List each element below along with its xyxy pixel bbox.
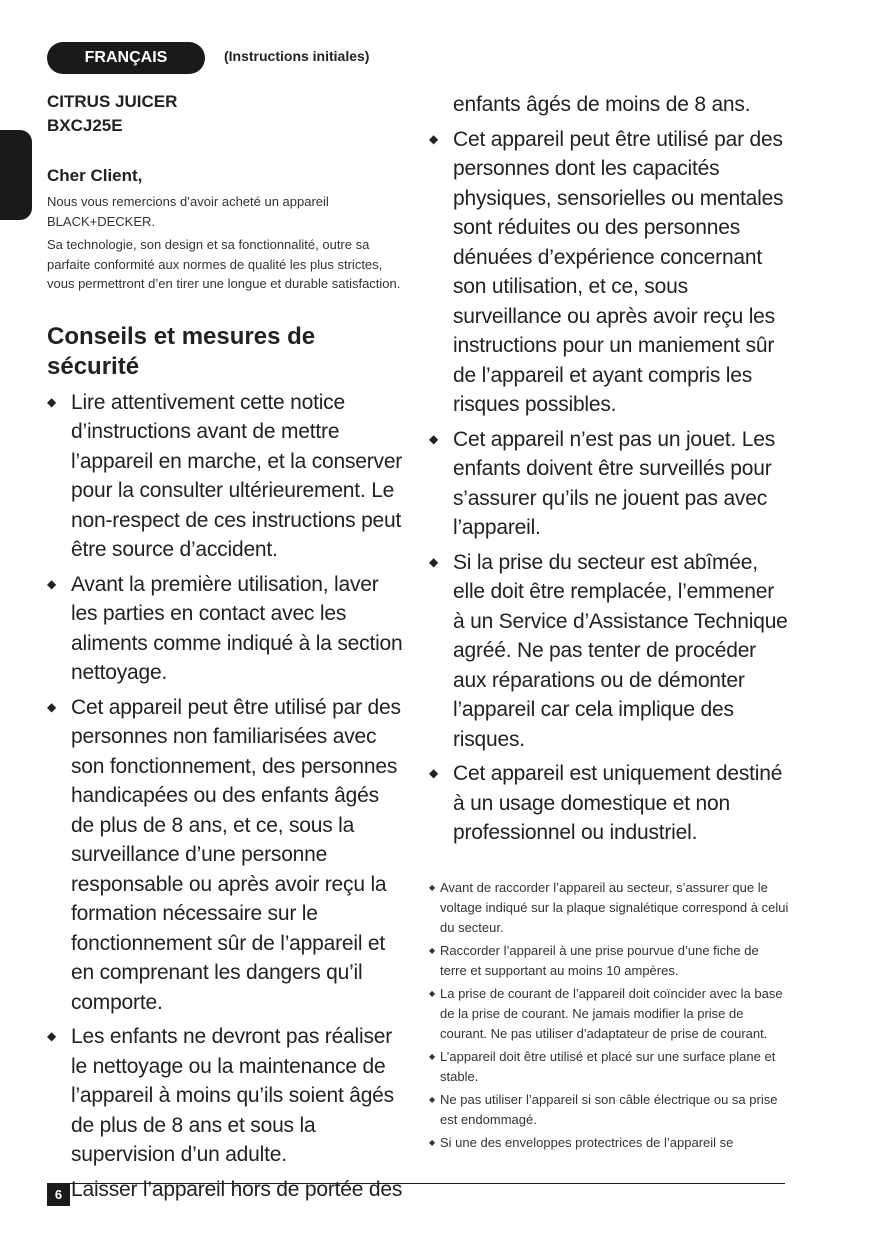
- safety-item: ◆ Avant la première utilisation, laver les parties en contact avec les aliments comme indiqué à la section nettoyage.: [47, 570, 407, 688]
- safety-item: ◆ Cet appareil n’est pas un jouet. Les enfants doivent être surveillés pour s’assurer qu’ils ne jouent pas avec l’appareil.: [429, 425, 789, 543]
- section-side-tab: [0, 130, 32, 220]
- safety-item: ◆ Cet appareil peut être utilisé par des personnes dont les capacités physiques, sensorielles ou mentales sont réduites ou des personnes dénuées d’expérience concernant son utilisation, et ce, sous surveillance ou après avoir reçu les instructions pour un maniement sûr de l’appareil et ayant compris les risques possibles.: [429, 125, 789, 420]
- diamond-bullet-icon: ◆: [429, 131, 439, 146]
- diamond-bullet-icon: ◆: [429, 431, 439, 446]
- safety-small-item: ◆ Si une des enveloppes protectrices de l’appareil se: [429, 1133, 789, 1153]
- diamond-bullet-icon: ◆: [47, 699, 57, 714]
- safety-small-item: ◆ Avant de raccorder l’appareil au secteur, s’assurer que le voltage indiqué sur la plaque signalétique correspond à celui du secteur.: [429, 879, 789, 935]
- safety-item: Laisser l’appareil hors de portée des: [47, 1175, 407, 1205]
- greeting: Cher Client,: [47, 166, 143, 185]
- diamond-bullet-icon: ◆: [429, 554, 439, 569]
- left-column: [47, 90, 407, 1209]
- safety-list-right: [429, 125, 789, 848]
- safety-small-item: ◆ Ne pas utiliser l’appareil si son câble électrique ou sa prise est endommagé.: [429, 1091, 778, 1127]
- safety-small-item: ◆ La prise de courant de l’appareil doit coïncider avec la base de la prise de courant. Ne jamais modifier la prise de courant. Ne pas utiliser d’adaptateur de prise de courant.: [429, 985, 783, 1041]
- diamond-bullet-icon: ◆: [429, 766, 439, 780]
- safety-item-continuation: enfants âgés de moins de 8 ans.: [453, 93, 751, 116]
- diamond-bullet-icon: ◆: [429, 1137, 436, 1147]
- safety-item: ◆ Les enfants ne devront pas réaliser le nettoyage ou la maintenance de l’appareil à moins qu’ils soient âgés de plus de 8 ans et sous la supervision d’un adulte.: [47, 1022, 407, 1170]
- diamond-bullet-icon: ◆: [47, 394, 57, 409]
- safety-item: ◆ Cet appareil peut être utilisé par des personnes non familiarisées avec son fonctionnement, des personnes handicapées ou des enfants âgés de plus de 8 ans, et ce, sous la surveillance d’une personne responsable ou après avoir reçu la formation nécessaire sur le fonctionnement sûr de l’appareil et en comprenant les dangers qu’il comporte.: [47, 693, 407, 1018]
- diamond-bullet-icon: ◆: [47, 576, 57, 591]
- page-number: 6: [47, 1184, 70, 1206]
- safety-item: ◆ Lire attentivement cette notice d’instructions avant de mettre l’appareil en marche, et la conserver pour la consulter ultérieurement. Le non-respect de ces instructions peut être source d’accident.: [47, 388, 407, 565]
- footer-divider: [47, 1183, 785, 1184]
- diamond-bullet-icon: ◆: [429, 945, 436, 955]
- safety-heading: Conseils et mesures de sécurité: [47, 322, 316, 380]
- intro-paragraph: Sa technologie, son design et sa fonctionnalité, outre sa parfaite conformité aux normes de qualité les plus strictes, vous permettront d’en tirer une longue et durable satisfaction.: [47, 237, 401, 291]
- safety-small-item: ◆ L’appareil doit être utilisé et placé sur une surface plane et stable.: [429, 1048, 776, 1084]
- diamond-bullet-icon: ◆: [429, 1051, 436, 1061]
- diamond-bullet-icon: ◆: [47, 1029, 57, 1043]
- diamond-bullet-icon: ◆: [429, 1094, 436, 1104]
- instructions-note: (Instructions initiales): [224, 48, 370, 64]
- language-label: FRANÇAIS: [47, 42, 205, 74]
- product-name: CITRUS JUICER: [47, 92, 178, 111]
- intro-paragraph: Nous vous remercions d’avoir acheté un appareil BLACK+DECKER.: [47, 194, 329, 229]
- safety-list-left: [47, 388, 407, 1205]
- safety-item: ◆ Cet appareil est uniquement destiné à un usage domestique et non professionnel ou industriel.: [429, 759, 789, 848]
- safety-list-small: [429, 878, 789, 1153]
- safety-small-item: ◆ Raccorder l’appareil à une prise pourvue d’une fiche de terre et supportant au moins 10 ampères.: [429, 942, 759, 978]
- safety-item: ◆ Si la prise du secteur est abîmée, elle doit être remplacée, l’emmener à un Service d’Assistance Technique agréé. Ne pas tenter de procéder aux réparations ou de démonter l’appareil car cela implique des risques.: [429, 548, 789, 755]
- product-model: BXCJ25E: [47, 116, 123, 135]
- diamond-bullet-icon: ◆: [429, 988, 436, 998]
- diamond-bullet-icon: ◆: [429, 882, 436, 892]
- right-column: [429, 90, 789, 1156]
